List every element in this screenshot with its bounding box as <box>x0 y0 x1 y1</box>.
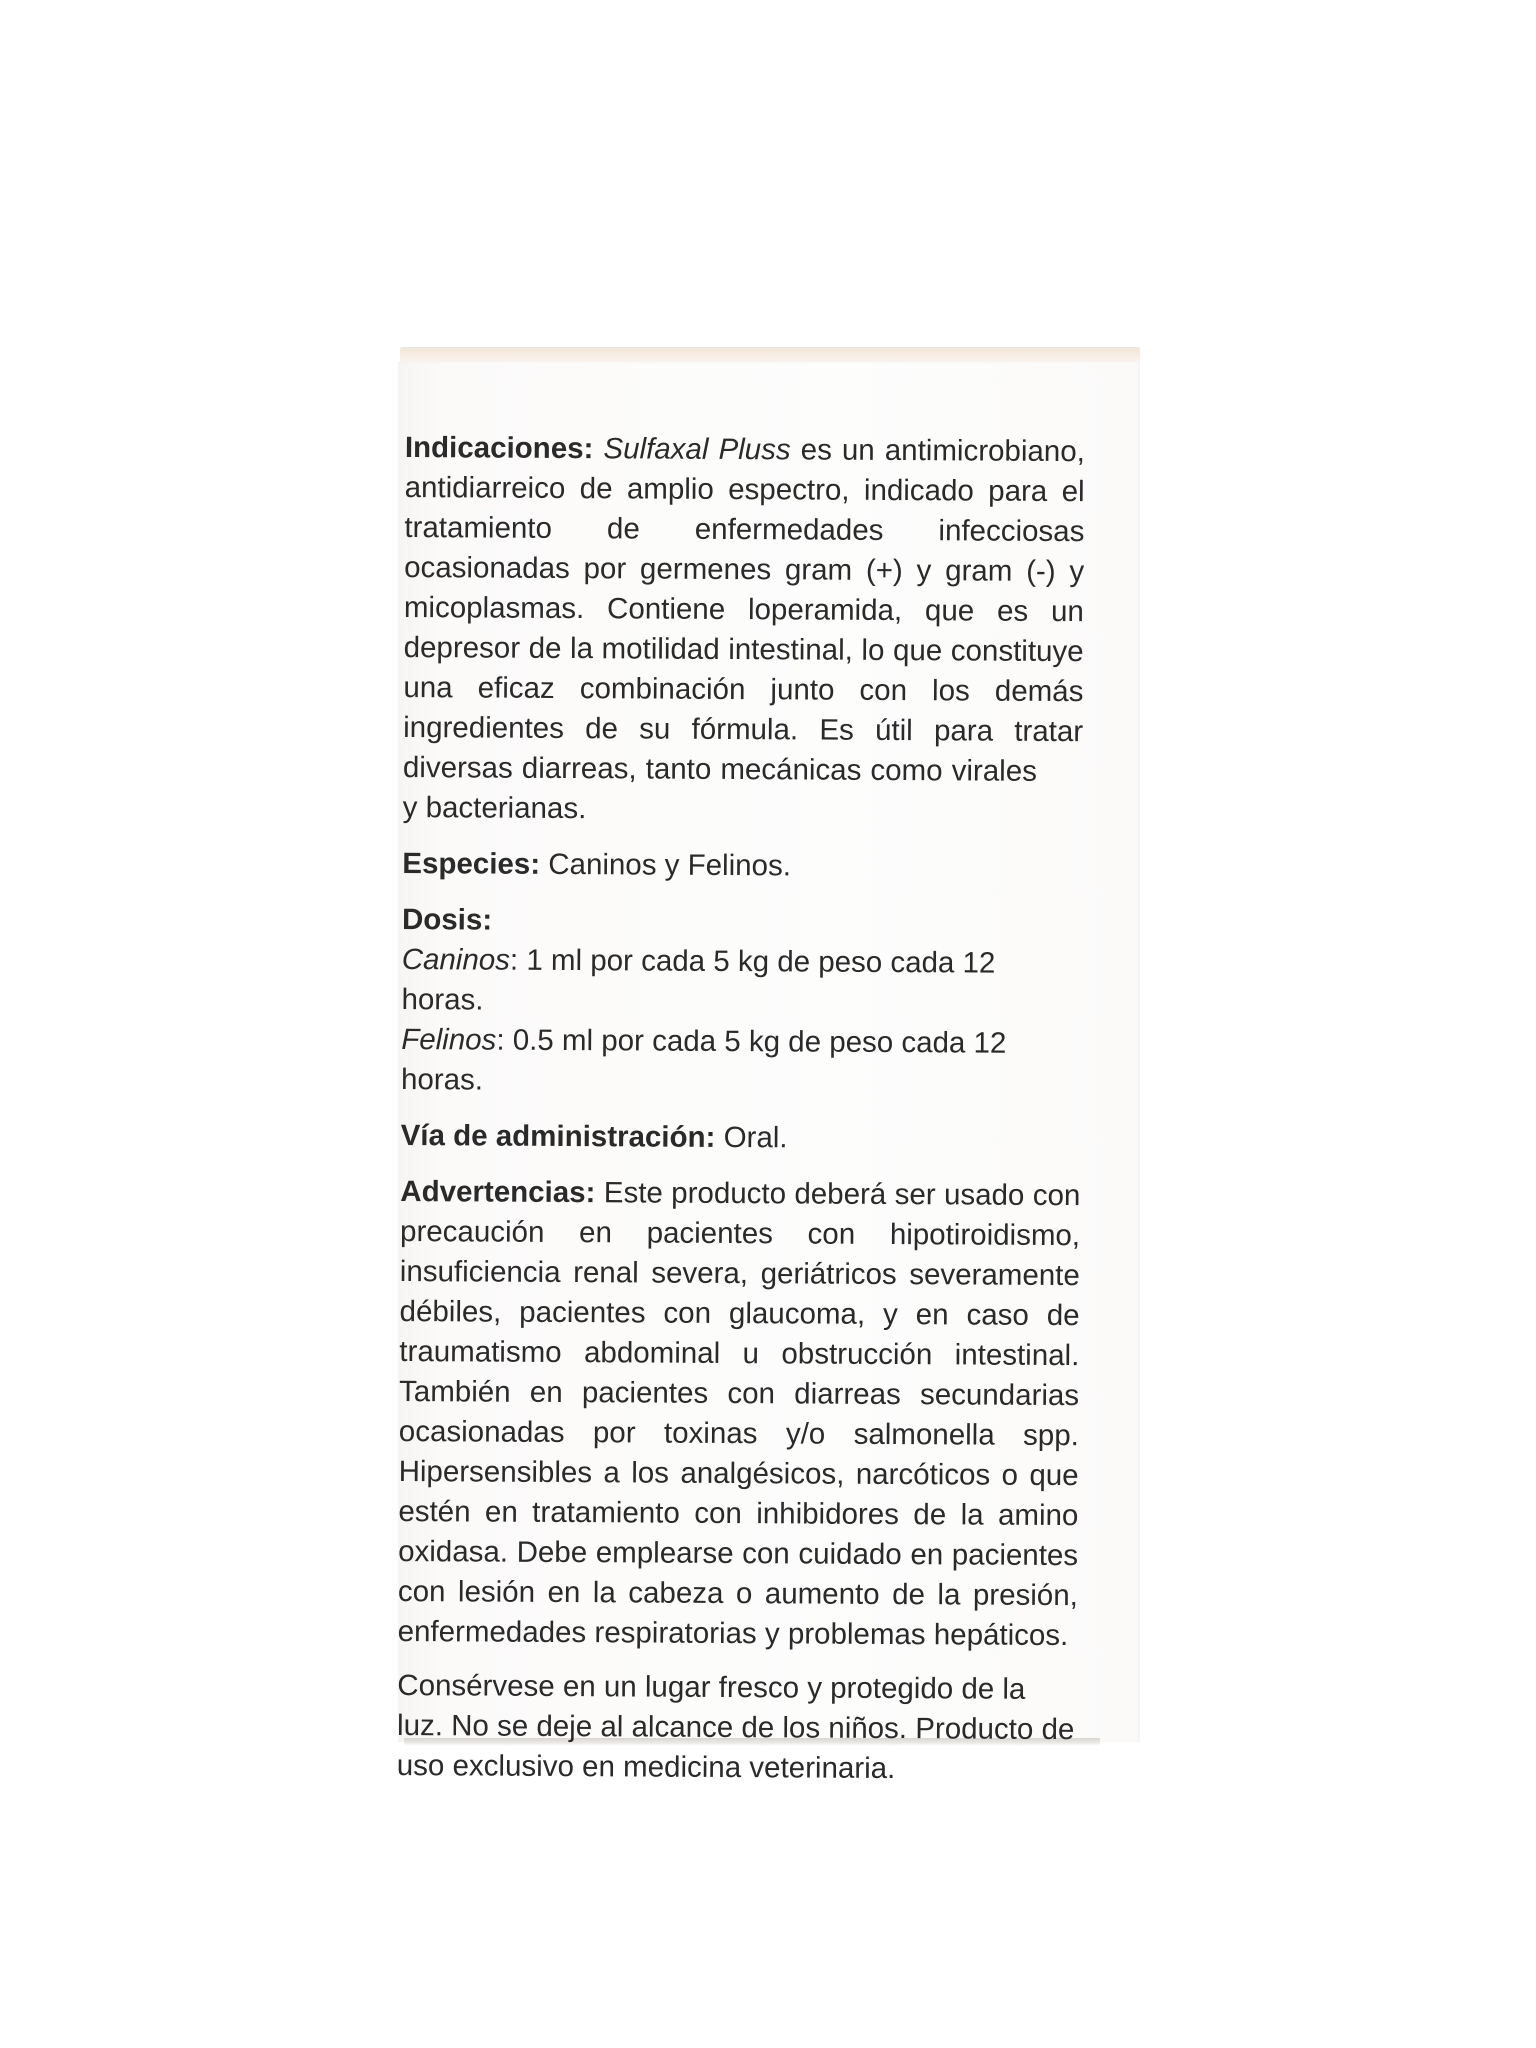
advertencias-label: Advertencias: <box>400 1174 596 1210</box>
via-label: Vía de administración: <box>400 1118 716 1154</box>
dosis-felinos-text: : 0.5 ml por cada 5 kg de peso cada 12 horas. <box>400 1023 1007 1097</box>
conservacion-paragraph <box>397 1666 1078 1790</box>
especies-paragraph <box>402 844 1082 888</box>
dosis-caninos-label: Caninos <box>401 942 511 977</box>
indicaciones-paragraph <box>403 428 1085 832</box>
indicaciones-label: Indicaciones: <box>404 430 594 466</box>
advertencias-text: Este producto deberá ser usado con precaución en pacientes con hipotiroidismo, insuficiencia renal severa, geriátricos severamente débiles, pacientes con glaucoma, y en caso de traumatismo abdominal u obstrucción intestinal. También en pacientes con diarreas secundarias ocasionadas por toxinas y/o salmonella spp. Hipersensibles a los analgésicos, narcóticos o que estén en tratamiento con inhibidores de la amino oxidasa. Debe emplearse con cuidado en pacientes con lesión en la cabeza o aumento de la presión, enfermedades respiratorias y problemas hepáticos. <box>397 1176 1081 1653</box>
via-paragraph <box>401 1116 1081 1160</box>
product-label-text <box>397 428 1085 1790</box>
advertencias-paragraph <box>398 1172 1081 1656</box>
especies-text: Caninos y Felinos. <box>548 847 792 883</box>
conservacion-text: Consérvese en un lugar fresco y protegido de la luz. No se deje al alcance de los niños. Producto de uso exclusivo en medicina veterinaria. <box>396 1668 1075 1786</box>
dosis-label: Dosis: <box>401 902 493 937</box>
especies-label: Especies: <box>402 846 541 881</box>
dosis-felinos-label: Felinos <box>401 1022 497 1057</box>
via-text: Oral. <box>723 1120 788 1155</box>
indicaciones-text: es un antimicrobiano, antidiarreico de amplio espectro, indicado para el tratamiento de enfermedades infecciosas ocasionadas por germenes gram (+) y gram (-) y micoplasmas. Contiene loperamida, que es un depresor de la motilidad intestinal, lo que constituye una eficaz combinación junto con los demás ingredientes de su fórmula. Es útil para tratar diversas diarreas, tanto mecánicas como virales <box>402 433 1085 788</box>
dosis-caninos-line <box>401 940 1081 1024</box>
dosis-section <box>401 900 1082 1104</box>
dosis-felinos-line <box>401 1020 1081 1104</box>
dosis-caninos-text: : 1 ml por cada 5 kg de peso cada 12 horas. <box>401 943 996 1017</box>
product-name: Sulfaxal Pluss <box>603 432 791 467</box>
indicaciones-text-end: y bacterianas. <box>402 790 587 826</box>
